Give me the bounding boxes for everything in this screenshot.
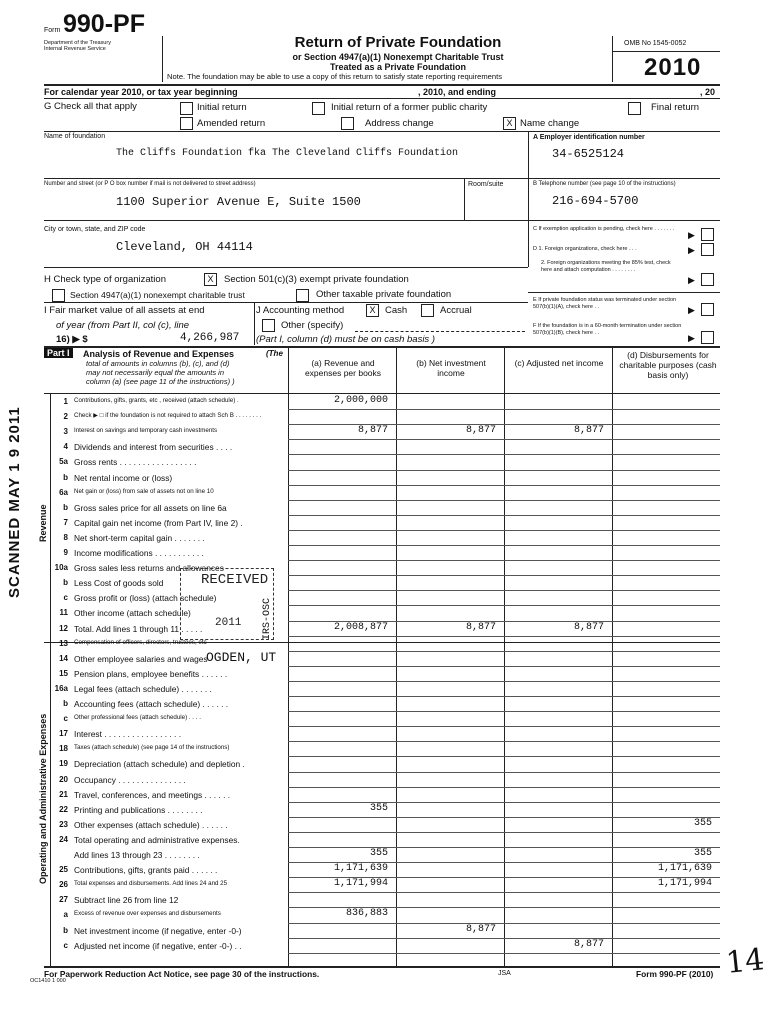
street-address: 1100 Superior Avenue E, Suite 1500 bbox=[116, 195, 361, 209]
line-col-a-value[interactable]: 8,877 bbox=[357, 425, 388, 437]
j-accrual-checkbox[interactable] bbox=[421, 304, 434, 317]
line-number: 16a bbox=[54, 683, 68, 693]
initial-return-label: Initial return bbox=[197, 102, 247, 113]
final-return-checkbox[interactable] bbox=[628, 102, 641, 115]
line-number: 2 bbox=[63, 412, 68, 422]
row-rule bbox=[288, 605, 720, 606]
line-description: Gross rents . . . . . . . . . . . . . . . . . bbox=[74, 457, 197, 468]
line-number: b bbox=[63, 699, 68, 708]
line-description: Net gain or (loss) from sale of assets not on line 10 bbox=[74, 487, 214, 495]
amended-return-label: Amended return bbox=[197, 118, 266, 129]
i-fmv-value: 4,266,987 bbox=[180, 332, 240, 344]
h-org-type-label: H Check type of organization bbox=[44, 274, 166, 285]
row-rule bbox=[288, 590, 720, 591]
e-terminated: E If private foundation status was terminated under section 507(b)(1)(A), check here . . bbox=[533, 297, 677, 310]
form-subtitle-1: or Section 4947(a)(1) Nonexempt Charitable Trust bbox=[292, 52, 504, 62]
scanned-stamp: SCANNED MAY 1 9 2011 bbox=[6, 406, 23, 598]
d1-checkbox[interactable] bbox=[701, 243, 714, 256]
section-revenue: Revenue bbox=[38, 504, 48, 542]
d2-checkbox[interactable] bbox=[701, 273, 714, 286]
line-number: 17 bbox=[59, 729, 68, 739]
line-description: Gross sales price for all assets on line 6a bbox=[74, 502, 227, 513]
line-number: 21 bbox=[59, 789, 68, 799]
form-prefix: Form bbox=[44, 27, 61, 34]
foundation-name-label: Name of foundation bbox=[44, 133, 106, 140]
c-checkbox[interactable] bbox=[701, 228, 714, 241]
line-description: Dividends and interest from securities . . . . bbox=[74, 442, 233, 453]
line-description: Net short-term capital gain . . . . . . . bbox=[74, 532, 205, 543]
line-col-c-value[interactable]: 8,877 bbox=[573, 425, 604, 437]
col-c-header: (c) Adjusted net income bbox=[514, 358, 604, 368]
line-description: Capital gain net income (from Part IV, line 2) . bbox=[74, 517, 243, 528]
line-number: 22 bbox=[59, 804, 68, 814]
row-rule bbox=[288, 666, 720, 667]
row-rule bbox=[288, 575, 720, 576]
form-number: 990-PF bbox=[63, 10, 145, 38]
line-number: a bbox=[63, 910, 68, 920]
foundation-name: The Cliffs Foundation fka The Cleveland Cliffs Foundation bbox=[116, 148, 459, 159]
j-other-checkbox[interactable] bbox=[262, 319, 275, 332]
row-rule bbox=[288, 439, 720, 440]
line-number: 12 bbox=[59, 623, 68, 633]
line-description: Net investment income (if negative, enter -0-) bbox=[74, 925, 242, 936]
line-number: b bbox=[63, 502, 68, 512]
line-col-d-value[interactable]: 355 bbox=[693, 848, 712, 859]
line-description: Other professional fees (attach schedule) . . . . bbox=[74, 714, 201, 722]
line-number: 9 bbox=[63, 548, 68, 557]
name-change-checkbox[interactable]: X bbox=[503, 117, 516, 130]
line-number: c bbox=[63, 593, 68, 603]
name-change-label: Name change bbox=[520, 118, 580, 129]
line-description: Income modifications . . . . . . . . . . . bbox=[74, 548, 204, 558]
line-description: Contributions, gifts, grants, etc , received (attach schedule) . bbox=[74, 397, 239, 404]
line-number: 1 bbox=[63, 397, 68, 406]
form-note: Note. The foundation may be able to use a copy of this return to satisfy state reporting requirements bbox=[167, 72, 503, 81]
h-4947-checkbox[interactable] bbox=[52, 289, 65, 302]
row-rule bbox=[288, 636, 720, 637]
tax-year: 2010 bbox=[644, 54, 702, 81]
line-description: Add lines 13 through 23 . . . . . . . . bbox=[74, 850, 200, 860]
row-rule bbox=[288, 530, 720, 531]
j-accrual-label: Accrual bbox=[440, 305, 472, 316]
line-description: Gross profit or (loss) (attach schedule) bbox=[74, 593, 217, 604]
header-divider-right bbox=[612, 36, 613, 82]
line-number: 11 bbox=[59, 608, 68, 618]
row-rule bbox=[288, 711, 720, 712]
line-description: Accounting fees (attach schedule) . . . . . . bbox=[74, 699, 229, 709]
f-checkbox[interactable] bbox=[701, 331, 714, 344]
received-date: 2011 bbox=[215, 617, 242, 629]
row-rule bbox=[288, 681, 720, 682]
row-rule bbox=[288, 772, 720, 773]
line-number: 25 bbox=[59, 865, 68, 875]
d2-85-percent: 2. Foreign organizations meeting the 85% test, check here and attach computation . . . . . . . . bbox=[541, 260, 671, 273]
line-description: Compensation of officers, directors, trustees, etc bbox=[74, 638, 207, 646]
room-suite-label: Room/suite bbox=[468, 181, 504, 188]
arrow-icon: ▶ bbox=[688, 333, 695, 343]
footer-paperwork-notice: For Paperwork Reduction Act Notice, see page 30 of the instructions. bbox=[44, 969, 320, 979]
part-1-title-suffix: (The bbox=[266, 349, 283, 358]
row-rule bbox=[288, 696, 720, 697]
i-fmv-label-2: of year (from Part II, col (c), line bbox=[56, 320, 190, 331]
line-description: Interest . . . . . . . . . . . . . . . . . bbox=[74, 729, 182, 740]
phone-label: B Telephone number (see page 10 of the instructions) bbox=[533, 181, 676, 187]
j-accounting-label: J Accounting method bbox=[256, 305, 345, 316]
line-description: Total operating and administrative expenses. bbox=[74, 834, 240, 845]
col-b-header: (b) Net investment income bbox=[416, 358, 486, 378]
line-col-b-value[interactable]: 8,877 bbox=[465, 425, 496, 437]
dept-line-1: Department of the Treasury bbox=[44, 40, 111, 46]
row-rule bbox=[288, 500, 720, 501]
h-other-taxable-checkbox[interactable] bbox=[296, 289, 309, 302]
line-description: Taxes (attach schedule) (see page 14 of the instructions) bbox=[74, 744, 230, 752]
col-a-header: (a) Revenue and expenses per books bbox=[304, 358, 382, 378]
line-number: 27 bbox=[59, 895, 68, 905]
received-text: RECEIVED bbox=[201, 572, 269, 588]
i-fmv-label-3: 16) ▶ $ bbox=[56, 334, 88, 345]
line-description: Legal fees (attach schedule) . . . . . . . bbox=[74, 683, 212, 694]
row-rule bbox=[288, 651, 720, 652]
line-col-a-value[interactable]: 1,171,639 bbox=[333, 863, 388, 875]
line-number: b bbox=[63, 925, 68, 935]
line-description: Subtract line 26 from line 12 bbox=[74, 895, 179, 906]
row-rule bbox=[288, 560, 720, 561]
line-number: 3 bbox=[63, 427, 68, 437]
phone-value: 216-694-5700 bbox=[552, 194, 639, 208]
line-col-a-value[interactable]: 2,008,877 bbox=[333, 621, 388, 633]
line-col-d-value[interactable]: 1,171,994 bbox=[657, 878, 712, 890]
row-rule bbox=[288, 726, 720, 727]
line-description: Excess of revenue over expenses and disbursements bbox=[74, 910, 221, 918]
arrow-icon: ▶ bbox=[688, 230, 695, 240]
c-exemption-pending: C If exemption application is pending, check here . . . . . . . bbox=[533, 226, 675, 232]
part-1-desc-3: column (a) (see page 11 of the instructions) ) bbox=[86, 377, 235, 386]
row-rule bbox=[288, 409, 720, 410]
e-checkbox[interactable] bbox=[701, 303, 714, 316]
j-other-label: Other (specify) bbox=[281, 320, 344, 331]
address-change-checkbox[interactable] bbox=[341, 117, 354, 130]
arrow-icon: ▶ bbox=[688, 305, 695, 315]
h-4947-label: Section 4947(a)(1) nonexempt charitable trust bbox=[70, 290, 245, 300]
line-number: 5a bbox=[59, 457, 68, 467]
line-number: 18 bbox=[59, 744, 68, 754]
line-number: 13 bbox=[59, 638, 68, 648]
line-number: 4 bbox=[63, 442, 68, 452]
line-description: Other expenses (attach schedule) . . . . . . bbox=[74, 819, 228, 830]
line-description: Pension plans, employee benefits . . . . . . bbox=[74, 668, 228, 679]
dept-line-2: Internal Revenue Service bbox=[44, 46, 106, 52]
row-rule bbox=[288, 938, 720, 939]
line-description: Interest on savings and temporary cash investments bbox=[74, 427, 218, 435]
row-rule bbox=[288, 741, 720, 742]
line-description: Depreciation (attach schedule) and depletion . bbox=[74, 759, 245, 770]
line-number: b bbox=[63, 578, 68, 588]
header-divider-left bbox=[162, 36, 163, 82]
row-rule bbox=[288, 485, 720, 486]
line-col-d-value[interactable]: 1,171,639 bbox=[657, 863, 712, 875]
line-col-a-value[interactable]: 2,000,000 bbox=[333, 395, 388, 406]
line-number: 20 bbox=[59, 774, 68, 784]
line-description: Total. Add lines 1 through 11 . . . . . bbox=[74, 623, 203, 634]
footer-jsa: JSA bbox=[498, 970, 511, 977]
form-subtitle-2: Treated as a Private Foundation bbox=[329, 62, 467, 72]
irs-osc-stamp: IRS-OSC bbox=[262, 597, 273, 640]
line-col-c-value[interactable]: 8,877 bbox=[573, 621, 604, 633]
g-check-label: G Check all that apply bbox=[44, 101, 137, 112]
received-stamp bbox=[180, 568, 274, 640]
calendar-year-end: , 20 bbox=[700, 87, 716, 97]
j-cash-checkbox[interactable]: X bbox=[366, 304, 379, 317]
row-rule bbox=[288, 515, 720, 516]
line-number: c bbox=[63, 940, 68, 950]
part-1-title: Analysis of Revenue and Expenses bbox=[83, 349, 235, 359]
line-number: 10a bbox=[54, 563, 68, 573]
part-1-tag: Part I bbox=[44, 348, 73, 358]
line-col-b-value[interactable]: 8,877 bbox=[465, 621, 496, 633]
initial-former-label: Initial return of a former public charity bbox=[331, 102, 488, 113]
line-number: 19 bbox=[59, 759, 68, 769]
row-rule bbox=[288, 756, 720, 757]
h-501c3-label: Section 501(c)(3) exempt private foundation bbox=[224, 274, 409, 285]
initial-return-checkbox[interactable] bbox=[180, 102, 193, 115]
row-rule bbox=[288, 454, 720, 455]
amended-return-checkbox[interactable] bbox=[180, 117, 193, 130]
line-col-a-value[interactable]: 1,171,994 bbox=[333, 878, 388, 890]
line-description: Net rental income or (loss) bbox=[74, 472, 173, 483]
line-number: b bbox=[63, 472, 68, 482]
i-fmv-label-1: I Fair market value of all assets at end bbox=[44, 305, 205, 316]
line-description: Occupancy . . . . . . . . . . . . . . . bbox=[74, 774, 186, 785]
part-1-desc-1: total of amounts in columns (b), (c), and (d) bbox=[86, 359, 230, 368]
line-number: 8 bbox=[63, 532, 68, 542]
col-d-header: (d) Disbursements for charitable purposes (cash basis only) bbox=[619, 350, 717, 380]
line-number: 15 bbox=[59, 668, 68, 678]
street-label: Number and street (or P O box number if mail is not delivered to street address) bbox=[44, 181, 256, 187]
h-other-taxable-label: Other taxable private foundation bbox=[316, 289, 452, 300]
line-description: Other employee salaries and wages bbox=[74, 653, 208, 664]
section-expenses: Operating and Administrative Expenses bbox=[38, 713, 48, 884]
footer-form-id: Form 990-PF (2010) bbox=[636, 969, 714, 979]
ein-value: 34-6525124 bbox=[552, 147, 625, 161]
row-rule bbox=[288, 923, 720, 924]
footer-code: OC1410 1 000 bbox=[30, 978, 66, 984]
ein-label: A Employer identification number bbox=[533, 134, 645, 141]
row-rule bbox=[288, 545, 720, 546]
f-60-month: F If the foundation is in a 60-month termination under section 507(b)(1)(B), check here . . bbox=[533, 323, 682, 336]
final-return-label: Final return bbox=[651, 102, 700, 113]
line-description: Less Cost of goods sold bbox=[74, 578, 164, 589]
line-description: Other income (attach schedule) bbox=[74, 608, 191, 619]
line-col-c-value[interactable]: 8,877 bbox=[573, 938, 604, 950]
handwritten-page-number: 14 bbox=[724, 942, 766, 981]
line-col-d-value[interactable]: 355 bbox=[693, 817, 712, 829]
ogden-stamp: OGDEN, UT bbox=[206, 650, 277, 665]
line-number: 6a bbox=[59, 487, 68, 497]
arrow-icon: ▶ bbox=[688, 275, 695, 285]
row-rule bbox=[288, 787, 720, 788]
city-label: City or town, state, and ZIP code bbox=[44, 226, 146, 233]
line-description: Contributions, gifts, grants paid . . . . . . bbox=[74, 865, 218, 876]
line-description: Travel, conferences, and meetings . . . . . . bbox=[74, 789, 231, 800]
line-description: Gross sales less returns and allowances bbox=[74, 563, 224, 574]
omb-number: OMB No 1545-0052 bbox=[624, 40, 687, 47]
line-number: 24 bbox=[59, 834, 68, 844]
line-number: 26 bbox=[59, 880, 68, 890]
line-number: 23 bbox=[59, 819, 68, 829]
row-rule bbox=[288, 953, 720, 954]
line-col-b-value[interactable]: 8,877 bbox=[465, 923, 496, 935]
d1-foreign-orgs: D 1. Foreign organizations, check here . . . bbox=[533, 246, 637, 252]
j-cash-basis-note: (Part I, column (d) must be on cash basis ) bbox=[256, 334, 435, 345]
line-col-a-value[interactable]: 355 bbox=[369, 848, 388, 859]
form-title: Return of Private Foundation bbox=[294, 34, 502, 51]
address-change-label: Address change bbox=[365, 118, 434, 129]
calendar-year-mid: , 2010, and ending bbox=[418, 87, 497, 97]
line-col-a-value[interactable]: 355 bbox=[369, 802, 388, 814]
line-number: c bbox=[63, 714, 68, 724]
part-1-desc-2: may not necessarily equal the amounts in bbox=[86, 368, 224, 377]
line-description: Check ▶ □ if the foundation is not required to attach Sch B . . . . . . . . bbox=[74, 412, 262, 420]
line-col-a-value[interactable]: 836,883 bbox=[345, 908, 388, 920]
row-rule bbox=[288, 832, 720, 833]
city-value: Cleveland, OH 44114 bbox=[116, 240, 253, 254]
arrow-icon: ▶ bbox=[688, 245, 695, 255]
line-description: Printing and publications . . . . . . . . bbox=[74, 804, 203, 815]
row-rule bbox=[288, 892, 720, 893]
initial-former-checkbox[interactable] bbox=[312, 102, 325, 115]
h-501c3-checkbox[interactable]: X bbox=[204, 273, 217, 286]
row-rule bbox=[288, 470, 720, 471]
j-cash-label: Cash bbox=[385, 305, 408, 316]
calendar-year-label: For calendar year 2010, or tax year beginning bbox=[44, 87, 238, 97]
line-number: 7 bbox=[63, 517, 68, 527]
line-description: Total expenses and disbursements. Add lines 24 and 25 bbox=[74, 880, 228, 888]
line-description: Adjusted net income (if negative, enter -0-) . . bbox=[74, 940, 242, 951]
line-number: 14 bbox=[59, 653, 68, 663]
